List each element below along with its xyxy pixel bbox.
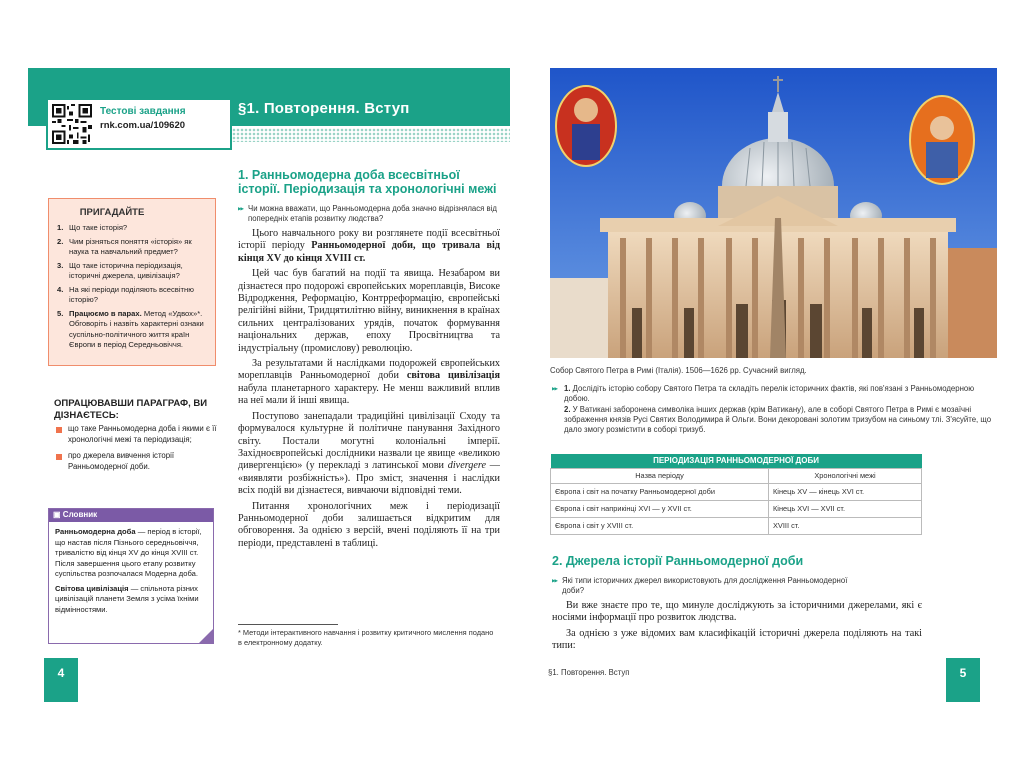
recall-box <box>48 198 216 366</box>
guiding-question: ▶▶ Чи можна вважати, що Ранньомодерна доба значно відрізнялася від попередніх етапів розвитку людства? <box>238 204 500 224</box>
paragraph: За однією з уже відомих вам класифікацій історичні джерела поділяють на такі типи: <box>552 627 922 652</box>
paragraph: Поступово занепадали традиційні цивілізації Сходу та формувалося культурне й політичне панування Західного світу. Постали могутні колоніальні імперії. Західноєвропейські дослідники назвали це явище «великою дивергенцією» (у перекладі з латинської мови divergere — «виявляти розбіжність»). Про зміст, значення і наслідки всіх подій ви дізнаєтеся, вивчаючи відповідні теми. <box>238 410 500 497</box>
glossary-entry: Ранньомодерна доба — період в історії, що настав після Пізнього середньовіччя, тривалістю від кінця XV до кінця XVIII ст. Після завершення цього етапу розвитку суспільства розпочалася Модерна доба. <box>55 527 202 578</box>
table-cell: Кінець XVI — XVII ст. <box>769 500 922 517</box>
list-item: що таке Ранньомодерна доба і якими є її хронологічні межі та періодизація; <box>54 424 220 445</box>
book-icon: ▣ <box>53 510 61 519</box>
guiding-question: ▶▶ Які типи історичних джерел використовують для дослідження Ранньомодерної доби? <box>552 576 852 596</box>
recall-list <box>49 223 215 351</box>
glossary-title: ▣ Словник <box>49 509 213 522</box>
table-row <box>551 500 922 517</box>
test-tasks-title: Тестові завдання <box>100 106 186 117</box>
page-title: §1. Повторення. Вступ <box>238 100 410 117</box>
table-title: ПЕРІОДИЗАЦІЯ РАННЬОМОДЕРНОЇ ДОБИ <box>551 454 922 468</box>
paragraph: Ви вже знаєте про те, що минуле досліджують за історичними джерелами, які є носіями інформації про розвиток людства. <box>552 600 922 624</box>
list-item: 5. Працюємо в парах. Метод «Удвох»*. Обговоріть і назвіть характерні ознаки суспільно-політичного життя країн Європи в період Середньовіччя. <box>57 308 204 349</box>
left-page <box>28 68 510 700</box>
list-item: про джерела вивчення історії Ранньомодерної доби. <box>54 451 220 472</box>
volodymyr-icon <box>556 86 616 166</box>
tasks-block <box>552 384 992 435</box>
task-item: 2. У Ватикані заборонена символіка інших держав (крім Ватикану), але в соборі Святого Петра в Римі є мозаїчні зображення князів Русі Святих Володимира й Ольги. Вони декоровані золотим тризубом на синьому тлі. З'ясуйте, що дало змогу розмістити в соборі тризуб. <box>564 404 992 435</box>
olha-icon <box>910 96 974 184</box>
table-row <box>551 483 922 500</box>
table-header: Назва періоду <box>551 468 769 483</box>
table-header: Хронологічні межі <box>769 468 922 483</box>
list-item: 4. На які періоди поділяють всесвітню історію? <box>57 284 194 304</box>
list-item: 1. Що таке історія? <box>57 223 128 232</box>
footnote-divider <box>238 624 338 625</box>
paragraph: За результатами й наслідками подорожей європейських мореплавців Ранньомодерної доби світова цивілізація набула планетарного характеру. Не менш важливий вплив на неї мали й інші явища. <box>238 358 500 407</box>
page-number: 5 <box>946 658 980 702</box>
table-cell: Європа і світ на початку Ранньомодерної доби <box>551 483 769 500</box>
running-footer: §1. Повторення. Вступ <box>548 668 630 677</box>
list-item: 3. Що таке історична періодизація, історичні джерела, цивілізація? <box>57 260 183 280</box>
paragraph: Цей час був багатий на події та явища. Незабаром ви дізнаєтеся про подорожі європейських мореплавців, Високе Відродження, Реформацію, Контрреформацію, європейські релігійні війни, Тридцятилітню війну, виникнення в країнах сильних централізованих урядів, початок формування національних держав, епоху Просвітництва та індустріальну (промислову) революцію. <box>238 268 500 354</box>
cathedral-photo <box>550 68 997 358</box>
table-cell: XVIII ст. <box>769 517 922 534</box>
periodization-table <box>550 454 922 535</box>
test-tasks-box[interactable] <box>46 98 232 150</box>
paragraph: Питання хронологічних меж і періодизації Ранньомодерної доби залишається відкритим для обговорення. За однією з версій, вчені поділяють її на три періоди, представлені в таблиці. <box>238 500 500 549</box>
glossary-box <box>48 508 214 644</box>
section-heading: 2. Джерела історії Ранньомодерної доби <box>552 554 804 568</box>
learn-title: ОПРАЦЮВАВШИ ПАРАГРАФ, ВИ ДІЗНАЄТЕСЬ: <box>54 398 208 421</box>
table-row <box>551 517 922 534</box>
recall-title: ПРИГАДАЙТЕ <box>79 207 145 218</box>
page-number: 4 <box>44 658 78 702</box>
photo-caption: Собор Святого Петра в Римі (Італія). 1506—1626 рр. Сучасний вигляд. <box>550 366 807 375</box>
learn-list <box>54 424 220 478</box>
decorative-dots <box>232 128 510 142</box>
table-cell: Європа і світ наприкінці XVI — у XVII ст. <box>551 500 769 517</box>
task-item: 1. Дослідіть історію собору Святого Петра та складіть перелік історичних фактів, які пов'язані з Ранньомодерною добою. <box>564 384 975 404</box>
paragraph: Цього навчального року ви розглянете події всесвітньої історії періоду Ранньомодерної доби, що тривала від кінця XV до кінця XVIII ст. <box>238 228 500 264</box>
glossary-entry: Світова цивілізація — спільнота різних цивілізацій планети Земля з усіма їхніми відмінностями. <box>55 583 199 614</box>
qr-code-icon[interactable] <box>52 104 92 144</box>
test-tasks-link[interactable]: rnk.com.ua/109620 <box>100 120 186 131</box>
right-page <box>550 68 997 700</box>
table-cell: Кінець XV — кінець XVI ст. <box>769 483 922 500</box>
footnote: * Методи інтерактивного навчання і розвитку критичного мислення подано в електронному додатку. <box>238 628 494 647</box>
main-text <box>552 600 922 656</box>
corner-decoration <box>199 629 213 643</box>
list-item: 2. Чим різняться поняття «історія» як наука та навчальний предмет? <box>57 236 192 256</box>
double-arrow-icon: ▶▶ <box>552 386 557 391</box>
main-text <box>238 228 500 553</box>
table-cell: Європа і світ у XVIII ст. <box>551 517 769 534</box>
section-heading: 1. Ранньомодерна доба всесвітньої історії. Періодизація та хронологічні межі <box>238 168 497 196</box>
